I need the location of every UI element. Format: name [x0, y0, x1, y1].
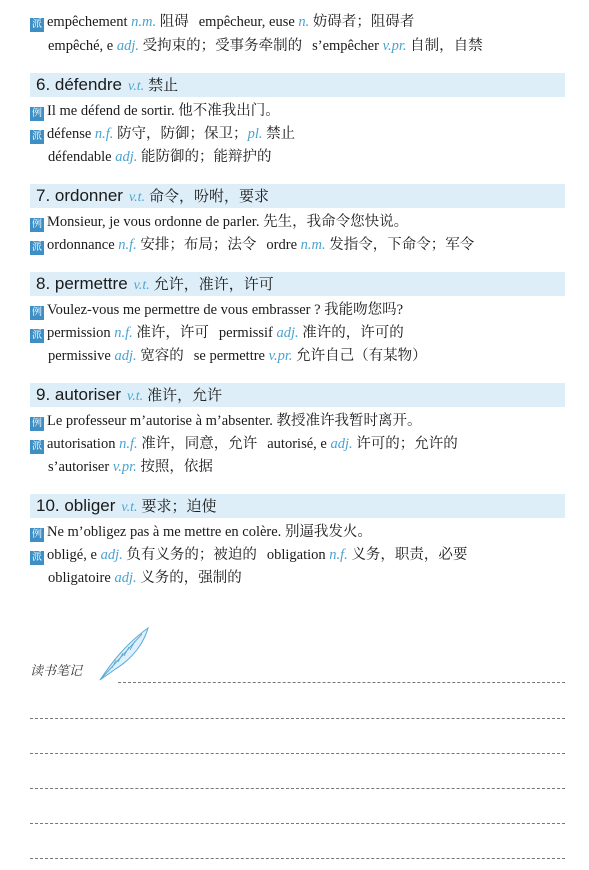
derivative-line: empêché, e adj. 受拘束的；受事务牵制的 s’empêcher v.pr. 自制，自禁	[48, 38, 483, 54]
example-line: 例 Le professeur m’autorise à m’absenter. 教授准许我暂时离开。	[32, 413, 422, 429]
note-line	[30, 753, 565, 754]
example-line: 例 Monsieur, je vous ordonne de parler. 先生，我命令您快说。	[32, 214, 409, 230]
example-tag: 例	[32, 219, 42, 230]
derivative-line: 派 permission n.f. 准许，许可 permissif adj. 准许的，许可的	[32, 325, 404, 341]
section-heading: 8. permettre v.t. 允许，准许，许可	[30, 272, 565, 296]
derivative-tag: 派	[32, 19, 42, 30]
example-tag: 例	[32, 307, 42, 318]
section-heading: 7. ordonner v.t. 命令，吩咐，要求	[30, 184, 565, 208]
section-heading: 6. défendre v.t. 禁止	[30, 73, 565, 97]
derivative-line: 派 défense n.f. 防守，防御；保卫；pl. 禁止	[32, 126, 296, 142]
note-line	[30, 858, 565, 859]
feather-icon	[92, 624, 152, 684]
derivative-line: 派 empêchement n.m. 阻碍 empêcheur, euse n. 妨碍者；阻碍者	[32, 14, 415, 30]
example-line: 例 Voulez-vous me permettre de vous embrasser ? 我能吻您吗?	[32, 302, 404, 318]
example-line: 例 Il me défend de sortir. 他不准我出门。	[32, 103, 280, 119]
example-line: 例 Ne m’obligez pas à me mettre en colère. 别逼我发火。	[32, 524, 372, 540]
derivative-line: obligatoire adj. 义务的，强制的	[48, 570, 242, 586]
derivative-tag: 派	[32, 330, 42, 341]
derivative-line: 派 obligé, e adj. 负有义务的；被迫的 obligation n.f. 义务，职责，必要	[32, 547, 468, 563]
derivative-tag: 派	[32, 242, 42, 253]
section-heading: 10. obliger v.t. 要求；迫使	[30, 494, 565, 518]
example-tag: 例	[32, 418, 42, 429]
derivative-line: 派 autorisation n.f. 准许，同意，允许 autorisé, e adj. 许可的；允许的	[32, 436, 458, 452]
note-line	[30, 788, 565, 789]
note-line	[30, 823, 565, 824]
notes-label: 读书笔记	[30, 664, 83, 679]
derivative-line: défendable adj. 能防御的；能辩护的	[48, 149, 272, 165]
derivative-line: 派 ordonnance n.f. 安排；布局；法令 ordre n.m. 发指令，下命令；军令	[32, 237, 475, 253]
example-tag: 例	[32, 529, 42, 540]
derivative-line: permissive adj. 宽容的 se permettre v.pr. 允许自己（有某物）	[48, 348, 427, 364]
derivative-line: s’autoriser v.pr. 按照，依据	[48, 459, 213, 475]
derivative-tag: 派	[32, 131, 42, 142]
example-tag: 例	[32, 108, 42, 119]
note-line	[118, 682, 565, 683]
section-heading: 9. autoriser v.t. 准许，允许	[30, 383, 565, 407]
note-line	[30, 718, 565, 719]
derivative-tag: 派	[32, 441, 42, 452]
derivative-tag: 派	[32, 552, 42, 563]
